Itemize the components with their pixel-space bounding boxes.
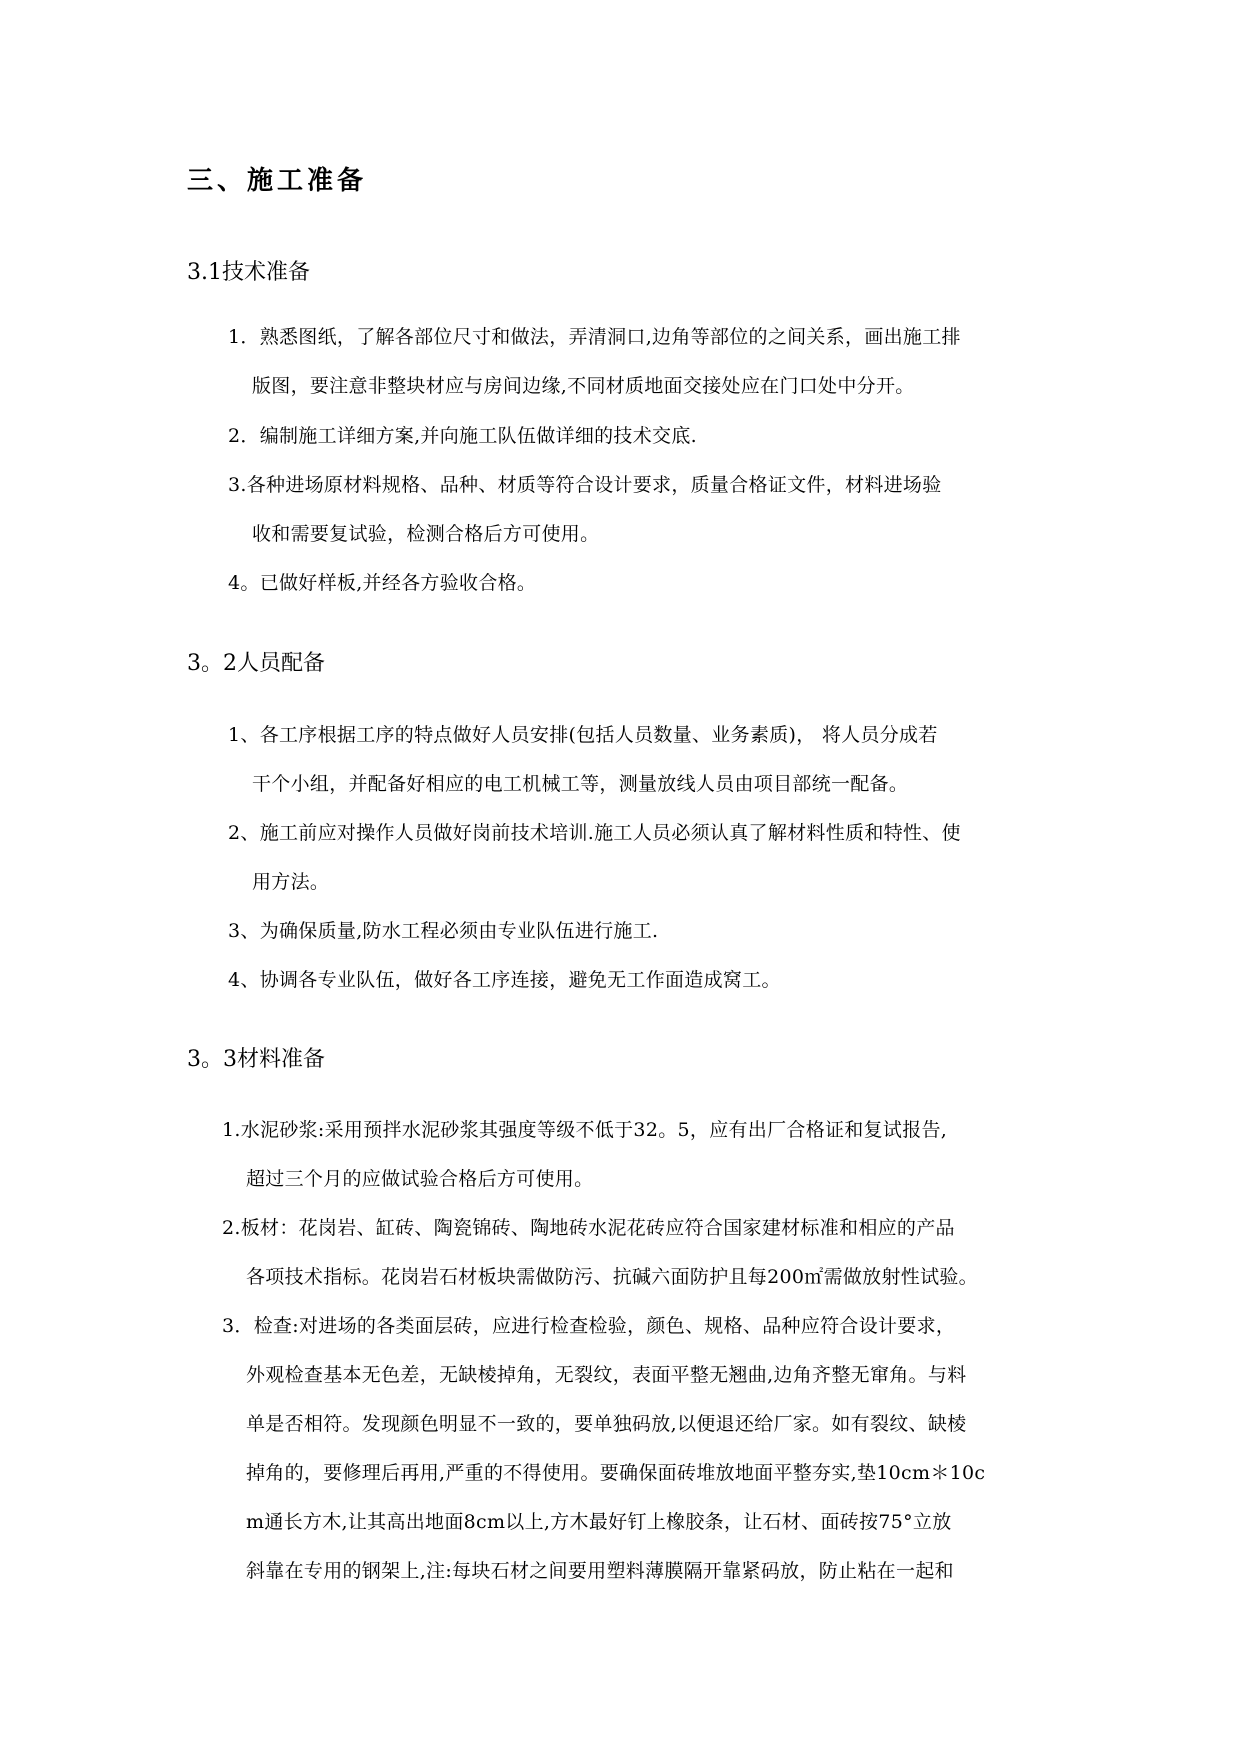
- paragraph-line: 2.板材：花岗岩、缸砖、陶瓷锦砖、陶地砖水泥花砖应符合国家建材标准和相应的产品: [222, 1217, 955, 1239]
- page-title: 三、施工准备: [187, 166, 368, 196]
- paragraph-line: 3．检查:对进场的各类面层砖，应进行检查检验，颜色、规格、品种应符合设计要求，: [222, 1315, 956, 1337]
- section-heading-personnel: 3。2人员配备: [187, 651, 325, 676]
- paragraph-line: 收和需要复试验，检测合格后方可使用。: [252, 523, 600, 545]
- paragraph-line: 2．编制施工详细方案,并向施工队伍做详细的技术交底.: [228, 425, 697, 447]
- paragraph-line: 2、施工前应对操作人员做好岗前技术培训.施工人员必须认真了解材料性质和特性、使: [228, 822, 961, 844]
- paragraph-line: 1．熟悉图纸，了解各部位尺寸和做法，弄清洞口,边角等部位的之间关系，画出施工排: [228, 326, 961, 348]
- paragraph-line: 掉角的，要修理后再用,严重的不得使用。要确保面砖堆放地面平整夯实,垫10cm＊10c: [246, 1462, 986, 1484]
- paragraph-line: 版图，要注意非整块材应与房间边缘,不同材质地面交接处应在门口处中分开。: [252, 375, 915, 397]
- paragraph-line: 超过三个月的应做试验合格后方可使用。: [246, 1168, 594, 1190]
- paragraph-line: 用方法。: [252, 871, 330, 893]
- paragraph-line: 3.各种进场原材料规格、品种、材质等符合设计要求，质量合格证文件，材料进场验: [228, 474, 942, 496]
- paragraph-line: 各项技术指标。花岗岩石材板块需做防污、抗碱六面防护且每200㎡需做放射性试验。: [246, 1266, 978, 1288]
- paragraph-line: 1、各工序根据工序的特点做好人员安排(包括人员数量、业务素质)， 将人员分成若: [228, 724, 938, 746]
- paragraph-line: 斜靠在专用的钢架上,注:每块石材之间要用塑料薄膜隔开靠紧码放，防止粘在一起和: [246, 1560, 954, 1582]
- paragraph-line: 外观检查基本无色差，无缺棱掉角，无裂纹，表面平整无翘曲,边角齐整无窜角。与料: [246, 1364, 967, 1386]
- paragraph-line: 4、协调各专业队伍，做好各工序连接，避免无工作面造成窝工。: [228, 969, 781, 991]
- paragraph-line: m通长方木,让其高出地面8cm以上,方木最好钉上橡胶条，让石材、面砖按75°立放: [246, 1511, 952, 1533]
- paragraph-line: 1.水泥砂浆:采用预拌水泥砂浆其强度等级不低于32。5，应有出厂合格证和复试报告,: [222, 1119, 948, 1141]
- paragraph-line: 4。已做好样板,并经各方验收合格。: [228, 572, 537, 594]
- section-heading-technical: 3.1技术准备: [187, 260, 310, 285]
- paragraph-line: 干个小组，并配备好相应的电工机械工等，测量放线人员由项目部统一配备。: [252, 773, 909, 795]
- paragraph-line: 单是否相符。发现颜色明显不一致的，要单独码放,以便退还给厂家。如有裂纹、缺棱: [246, 1413, 967, 1435]
- section-heading-materials: 3。3材料准备: [187, 1047, 325, 1072]
- paragraph-line: 3、为确保质量,防水工程必须由专业队伍进行施工.: [228, 920, 659, 942]
